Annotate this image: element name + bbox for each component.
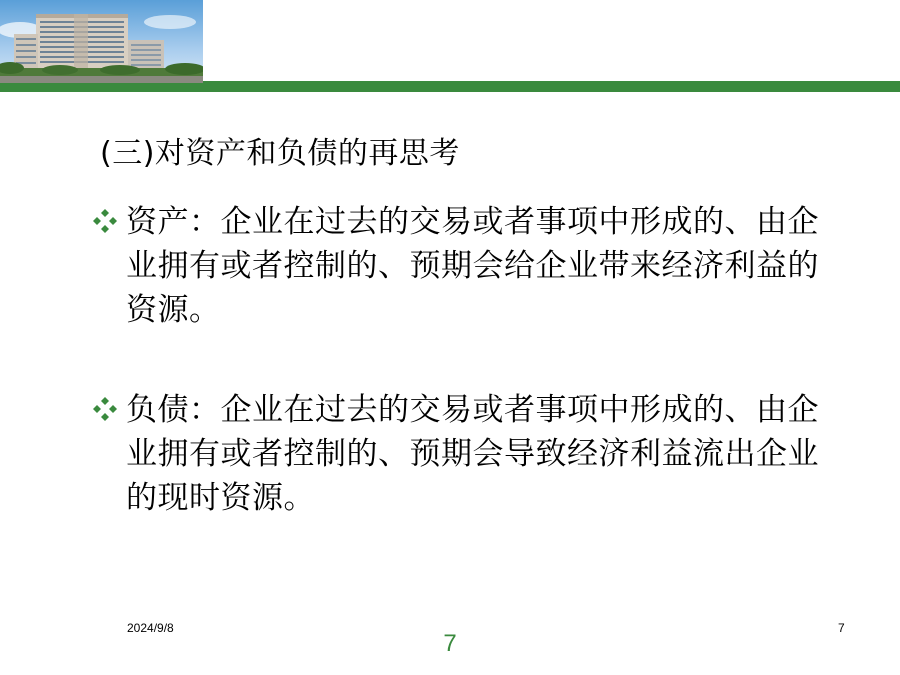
slide-title: (三)对资产和负债的再思考 — [100, 136, 460, 171]
header-building-photo — [0, 0, 203, 83]
bullet-text-liabilities: 负债：企业在过去的交易或者事项中形成的、由企业拥有或者控制的、预期会导致经济利益流出企业的现时资源。 — [126, 392, 819, 516]
header-divider-bar-left — [0, 83, 203, 92]
footer-page-number-center: 7 — [443, 630, 457, 657]
bullet-item-assets — [90, 200, 850, 332]
bullet-text-assets: 资产：企业在过去的交易或者事项中形成的、由企业拥有或者控制的、预期会给企业带来经济利益的资源。 — [126, 204, 819, 328]
footer-page-number: 7 — [838, 621, 845, 635]
header-divider-bar — [203, 81, 900, 92]
diamond-bullet-icon — [90, 394, 120, 424]
bullet-item-liabilities — [90, 388, 850, 520]
footer-date: 2024/9/8 — [127, 621, 174, 635]
diamond-bullet-icon — [90, 206, 120, 236]
